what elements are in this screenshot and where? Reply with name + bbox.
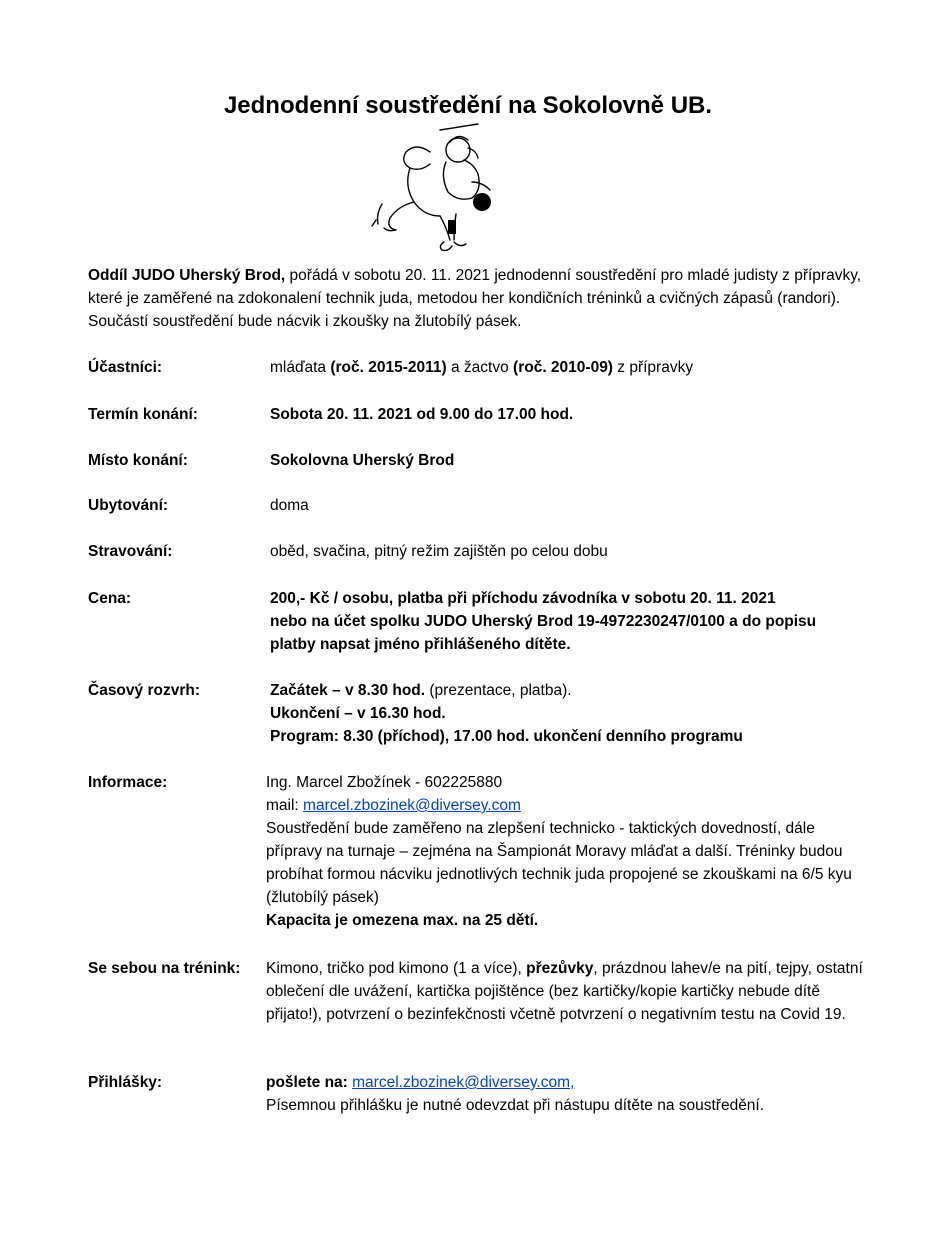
- bring-text-2: , prázdnou lahev/e na pití, tejpy, ostatní oblečení dle uvážení, kartička pojištěnce (bez kartičky/kopie kartičky nebude dítě přijato!), potvrzení o bezinfekčnosti včetně potvrzení o negativním testu na Covid 19.: [266, 960, 863, 1023]
- participants-text-3: z přípravky: [612, 359, 694, 376]
- intro-org: Oddíl JUDO Uherský Brod,: [88, 267, 286, 284]
- price-line-2: nebo na účet spolku JUDO Uherský Brod 19-4972230247/0100 a do popisu: [270, 613, 817, 630]
- schedule-program: Program: 8.30 (příchod), 17.00 hod. ukončení denního programu: [270, 728, 743, 745]
- participants-value: [270, 356, 870, 379]
- bring-value: [266, 957, 866, 1026]
- schedule-start-note: (prezentace, platba).: [425, 682, 572, 699]
- venue-label: Místo konání:: [88, 452, 188, 469]
- information-capacity: Kapacita je omezena max. na 25 dětí.: [266, 912, 539, 929]
- participants-years-2: (roč. 2010-09): [513, 359, 613, 376]
- information-description: Soustředění bude zaměřeno na zlepšení technicko - taktických dovedností, dále přípravy na turnaje – zejména na Šampionát Moravy mláďat a další. Tréninky budou probíhat formou nácviku jednotlivých technik juda propojené se zkouškami na 6/5 kyu (žlutobílý pásek): [266, 820, 852, 906]
- meals-label: Stravování:: [88, 543, 173, 560]
- meals-value: oběd, svačina, pitný režim zajištěn po celou dobu: [270, 543, 608, 560]
- intro-paragraph: [88, 264, 878, 333]
- registration-send: [266, 1071, 876, 1094]
- bring-label: Se sebou na trénink:: [88, 960, 241, 977]
- price-value: [270, 587, 870, 656]
- schedule-start-time: Začátek – v 8.30 hod.: [270, 682, 426, 699]
- bring-text-1: Kimono, tričko pod kimono (1 a více),: [266, 960, 527, 977]
- information-value: [266, 771, 871, 932]
- registration-value: [266, 1071, 876, 1117]
- registration-note: Písemnou přihlášku je nutné odevzdat při nástupu dítěte na soustředění.: [266, 1097, 765, 1114]
- registration-send-label: pošlete na:: [266, 1074, 353, 1091]
- information-contact: Ing. Marcel Zbožínek - 602225880: [266, 774, 503, 791]
- registration-mail-link[interactable]: marcel.zbozinek@diversey.com,: [352, 1074, 575, 1091]
- information-mail-label: mail:: [266, 797, 304, 814]
- intro-text: pořádá v sobotu 20. 11. 2021 jednodenní soustředění pro mladé judisty z přípravky, které je zaměřené na zdokonalení technik juda, metodou her kondičních tréninků a cvičných zápasů (randori). Součástí soustředění bude nácvik i zkoušky na žlutobílý pásek.: [88, 267, 862, 330]
- date-value: Sobota 20. 11. 2021 od 9.00 do 17.00 hod.: [270, 406, 574, 423]
- participants-label: Účastníci:: [88, 359, 163, 376]
- venue-value: Sokolovna Uherský Brod: [270, 452, 455, 469]
- schedule-value: [270, 679, 870, 748]
- registration-label: Přihlášky:: [88, 1074, 163, 1091]
- price-line-1: 200,- Kč / osobu, platba při příchodu závodníka v sobotu 20. 11. 2021: [270, 590, 776, 607]
- schedule-start: [270, 679, 870, 702]
- information-label: Informace:: [88, 774, 168, 791]
- participants-years-1: (roč. 2015-2011): [330, 359, 447, 376]
- price-line-3: platby napsat jméno přihlášeného dítěte.: [270, 636, 571, 653]
- page-title: Jednodenní soustředění na Sokolovně UB.: [223, 92, 713, 119]
- judo-throw-illustration: [370, 122, 500, 254]
- schedule-label: Časový rozvrh:: [88, 682, 200, 699]
- bring-slippers: přezůvky: [526, 960, 594, 977]
- accommodation-label: Ubytování:: [88, 497, 169, 514]
- accommodation-value: doma: [270, 497, 309, 514]
- price-label: Cena:: [88, 590, 132, 607]
- participants-text-1: mláďata: [270, 359, 331, 376]
- information-mail: [266, 794, 871, 817]
- date-label: Termín konání:: [88, 406, 198, 423]
- schedule-end: Ukončení – v 16.30 hod.: [270, 705, 446, 722]
- information-mail-link[interactable]: marcel.zbozinek@diversey.com: [303, 797, 521, 814]
- participants-text-2: a žactvo: [446, 359, 514, 376]
